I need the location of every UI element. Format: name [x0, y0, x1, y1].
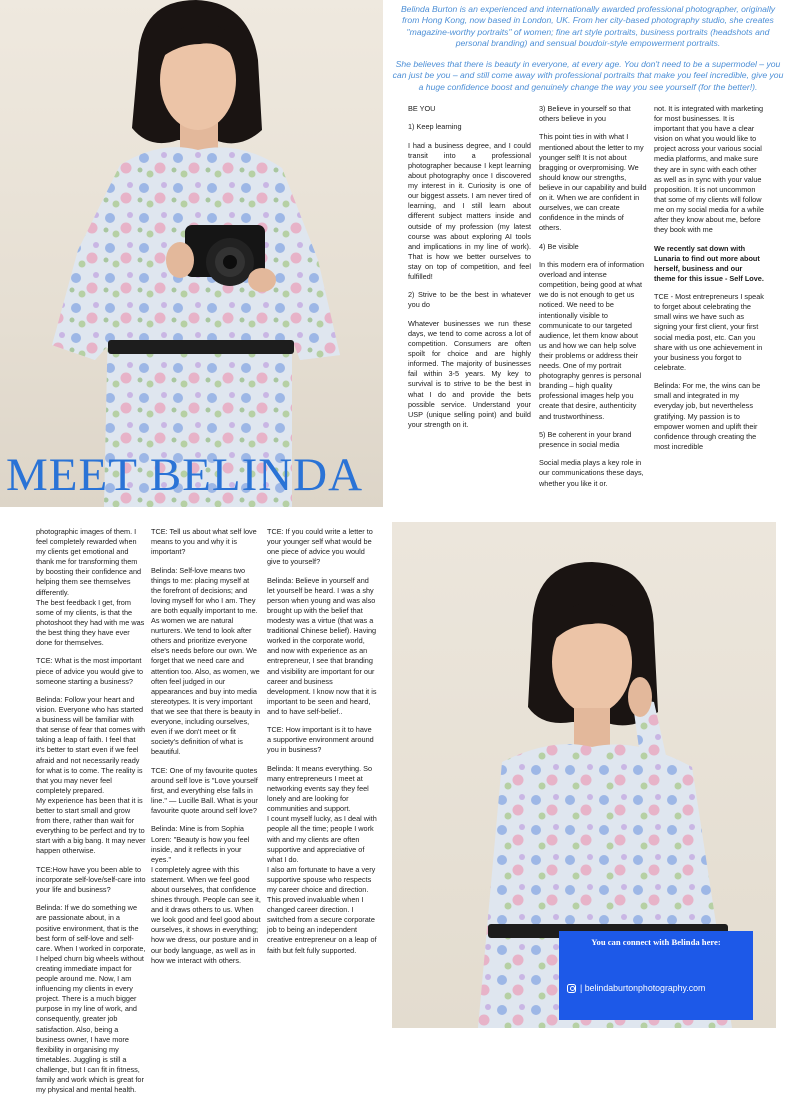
- website-link[interactable]: [567, 983, 753, 993]
- question: TCE: Tell us about what self love means to you and why it is important?: [151, 527, 257, 557]
- portrait-photo-top: [0, 0, 383, 507]
- question: TCE: If you could write a letter to your younger self what would be one piece of advice you would give to yourself?: [267, 527, 373, 567]
- article-column-1: [408, 104, 531, 438]
- question: TCE:How have you been able to incorporate self-love/self-care into your life and business?: [36, 864, 146, 894]
- question: TCE: How important is it to have a supportive environment around you in business?: [267, 725, 374, 755]
- paragraph: I had a business degree, and I could transit into a professional photographer because I kept learning about photography once I discovered my interest in it. Curiosity is one of our biggest assets. I am never tired of learning, and I still learn about different subject matters inside and outside of my profession (my latest course was about exploring AI tools and implications in my line of work). That is how we better ourselves to stay on top of competition, and feel fulfilled!: [408, 140, 531, 281]
- page-title: MEET BELINDA: [6, 449, 364, 501]
- answer: photographic images of them. I feel completely rewarded when my clients get emotional and thank me for transforming them by boosting their confidence and helping them see themselves differently. The best feedback I get, from some of my clients, is that the photoshoot they had with me was the best thing they have ever done for themselves.: [36, 527, 145, 648]
- interview-intro: We recently sat down with Lunaria to find out more about herself, business and our theme for this issue - Self Love.: [654, 243, 764, 283]
- portrait-illustration-top: [0, 0, 383, 507]
- section-heading: BE YOU: [408, 104, 436, 113]
- paragraph: In this modern era of information overload and intense competition, being good at what we do is not enough to get us noticed. We need to be intentionally visible to communicate to our targeted audience, let them know about us and how we can help solve their problems or address their needs. One of my portrait photography genres is personal branding – high quality professional images help you create that desire, authenticity and trustworthiness.: [539, 260, 645, 421]
- instagram-icon: [567, 984, 576, 993]
- article-column-4: [36, 527, 146, 1103]
- connect-box: [559, 931, 753, 1020]
- answer: Belinda: For me, the wins can be small and integrated in my everyday job, but nevertheless gratifying. My passion is to empower women and uplift their confidence through creating the most incredible: [654, 381, 761, 451]
- paragraph: not. It is integrated with marketing for most businesses. It is important that you have a clear vision on what you would like to project across your various social media platforms, and make sure they are in sync with each other as well as in sync with your value proposition. It is not uncommon that some of my clients will follow me on my social media for a while after they know about me, before they book with me: [654, 104, 764, 235]
- connect-heading: You can connect with Belinda here:: [591, 937, 721, 947]
- question: TCE: What is the most important piece of advice you would give to someone starting a business?: [36, 656, 144, 686]
- article-column-3: [654, 104, 764, 460]
- answer: Belinda: It means everything. So many entrepreneurs I meet at networking events say they feel lonely and are looking for communities and support. I count myself lucky, as I deal with people all the time; people I work with and my clients are often supportive and appreciative of what I do. I also am fortunate to have a very supportive spouse who respects my career choice and direction. This proved invaluable when I changed career direction. I switched from a secure corporate job to being an independent creative entrepreneur on a leap of faith but felt fully supported.: [267, 763, 377, 955]
- article-column-6: [267, 527, 377, 964]
- answer: Belinda: If we do something we are passionate about, in a positive environment, that is the best form of self-love and self-care. When I worked in corporate, I helped churn big wheels without creating immediate impact for people around me. Now, I am influencing my clients in every project. There is a much bigger purpose in my line of work, and consequently, greater job satisfaction. Also, being a business owner, I have more flexibility in organising my timetables. Juggling is still a challenge, but I can fit in fitness, family and work which is great for my physical and mental health.: [36, 903, 146, 1095]
- intro-paragraph: Belinda Burton is an experienced and internationally awarded professional photographer, originally from Hong Kong, now based in London, UK. From her city-based photography studio, she creates "magazine-worthy portraits" of women; fine art style portraits, business portraits (headshots and personal branding) and sensual boudoir-style empowerment portraits.: [400, 4, 776, 48]
- section-heading: 2) Strive to be the best in whatever you do: [408, 290, 531, 310]
- paragraph: This point ties in with what I mentioned about the letter to my younger self! It is not about bragging or overpromising. We should know our strengths, believe in our capability and build on it. When we are confident in ourselves, we can create confidence in the minds of others.: [539, 132, 647, 233]
- answer: Belinda: Follow your heart and vision. Everyone who has started a business will be familiar with that sense of fear that comes with taking a leap of faith. I feel that it's better to start even if we feel afraid and not necessarily ready for what is to come. The reality is that you may never feel completely prepared. My experience has been that it is better to start small and grow from there, rather than wait for everything to be perfect and try to start with a big bang. It may never happen otherwise.: [36, 695, 146, 856]
- paragraph: Whatever businesses we run these days, we tend to come across a lot of competition. Consumers are often spoilt for choice and are highly informed. The majority of businesses fail within 3-5 years. My key to survival is to strive to be the best in what I do and provide the bets possible service. Understand your USP (unique selling point) and build your strength on it.: [408, 318, 531, 429]
- section-heading: 4) Be visible: [539, 241, 579, 251]
- section-heading: 3) Believe in yourself so that others believe in you: [539, 104, 631, 124]
- paragraph: Social media plays a key role in our communications these days, whether you like it or.: [539, 458, 644, 488]
- question: TCE: One of my favourite quotes around self love is "Love yourself first, and everything else falls in line." — Lucille Ball. What is your favourite quote around self love?: [151, 765, 258, 816]
- section-heading: 1) Keep learning: [408, 122, 462, 132]
- section-heading: 5) Be coherent in your brand presence in social media: [539, 429, 632, 449]
- intro-paragraph: She believes that there is beauty in everyone, at every age. You don't need to be a supermodel – you can just be you – and still come away with professional portraits that make you feel incredible, give you a huge confidence boost and genuinely change the way you see yourself (for the better!).: [392, 59, 784, 92]
- website-link-text[interactable]: | belindaburtonphotography.com: [580, 983, 706, 993]
- answer: Belinda: Mine is from Sophia Loren: "Beauty is how you feel inside, and it reflects in your eyes." I completely agree with this statement. When we feel good about ourselves, that confidence shines through. People can see it, and it draws others to us. When we look good and feel good about ourselves, it shows in everything; how we dress, our posture and in our body language, as well as in how we interact with others.: [151, 824, 261, 965]
- intro-text: [392, 4, 784, 93]
- question: TCE - Most entrepreneurs I speak to forget about celebrating the small wins we have such as signing your first client, your first social media post, etc. Can you share with us one achievement in your business you forgot to celebrate.: [654, 292, 764, 372]
- answer: Belinda: Self-love means two things to me: placing myself at the forefront of decisions; and loving myself for who I am. They are both equally important to me. As women we are natural nurturers. We tend to look after others and prioritize everyone else's needs before our own. We forget that we need care and attention too. Also, as women, we often feel judged in our appearances and buy into media stereotypes. It is very important that we see that there is beauty in everyone, including ourselves, even if we don't meet or fit society's definition of what is beautiful.: [151, 565, 261, 757]
- answer: Belinda: Believe in yourself and let yourself be heard. I was a shy person when young and was also brought up with the belief that modesty was a virtue (that was a traditional Chinese belief). Having worked in the corporate world, and now with experience as an entrepreneur, I see that branding and visibility are important for our career and business development. I know now that it is important to be seen and heard, and to have self-belief..: [267, 575, 377, 716]
- article-column-5: [151, 527, 261, 974]
- article-column-2: [539, 104, 647, 497]
